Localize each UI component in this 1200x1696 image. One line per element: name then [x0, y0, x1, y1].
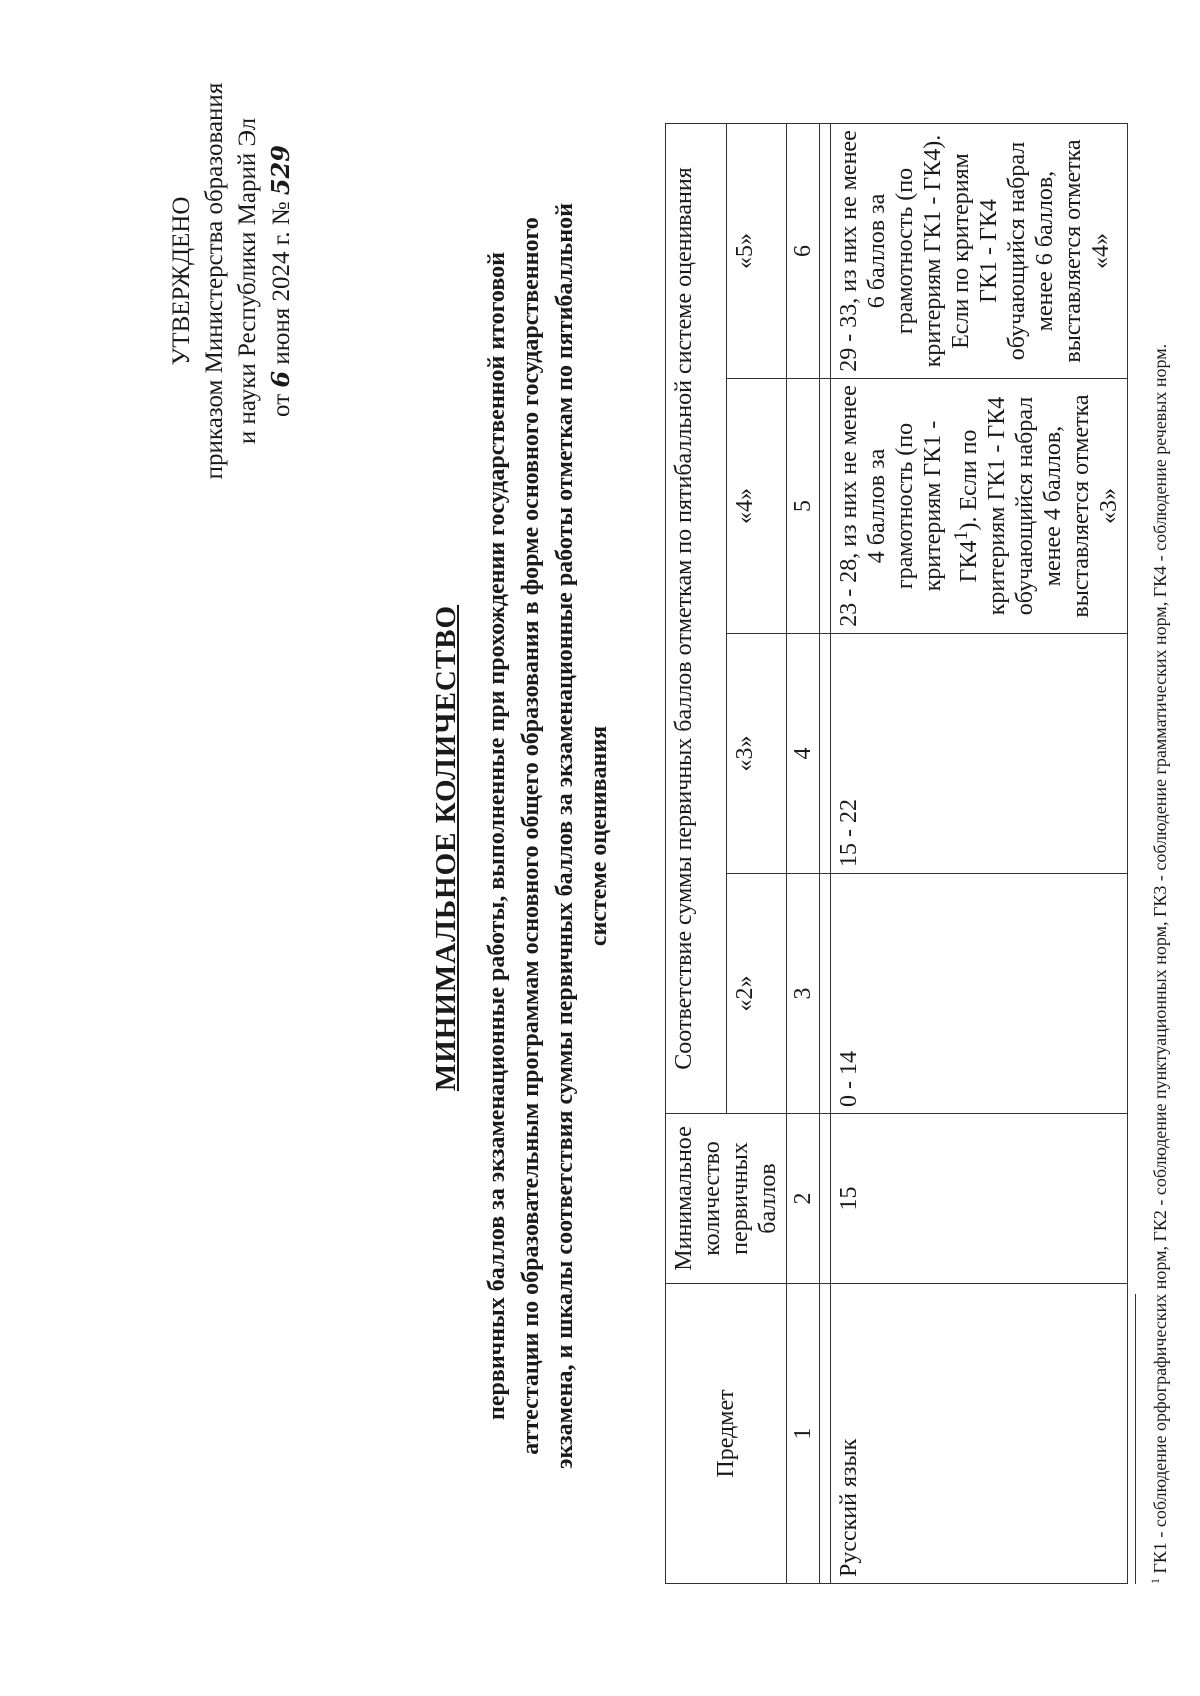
table-header-row [666, 124, 727, 1584]
header-subject: Предмет [666, 1284, 787, 1584]
table-column-numbers-row [787, 124, 820, 1584]
document-subtitle: первичных баллов за экзаменационные работы, выполненные при прохождении государственной итоговой аттестации по образовательным программам основного общего образования в форме основного государственного экзамена, и шкалы соответствия суммы первичных баллов за экзаменационные работы отметкам по пятибалльной системе оценивания [484, 203, 612, 1469]
cell-min-score: 15 [831, 1114, 1128, 1284]
approval-order-number: 529 [266, 145, 295, 196]
column-number: 5 [787, 379, 820, 634]
spacer-cell [820, 1114, 831, 1284]
approval-date-prefix: от [268, 393, 295, 417]
header-min-score: Минимальное количество первичных баллов [666, 1114, 787, 1284]
spacer-cell [820, 1284, 831, 1584]
header-scale: Соответствие суммы первичных баллов отметкам по пятибалльной системе оценивания [666, 124, 727, 1114]
footnote-text: ГК1 - соблюдение орфографических норм, ГК2 - соблюдение пунктуационных норм, ГК3 - соблюдение грамматических норм, ГК4 - соблюдение речевых норм. [1150, 343, 1170, 1574]
cell-grade-4 [831, 379, 1128, 634]
table-row [831, 124, 1128, 1584]
spacer-cell [820, 379, 831, 634]
header-grade-2: «2» [726, 874, 787, 1114]
column-number: 1 [787, 1284, 820, 1584]
document-title: МИНИМАЛЬНОЕ КОЛИЧЕСТВО [430, 604, 462, 1092]
approval-date-day: 6 [266, 370, 295, 388]
approval-date-line [264, 46, 298, 516]
cell-grade-2: 0 - 14 [831, 874, 1128, 1114]
footnote-divider [1135, 1294, 1136, 1584]
header-grade-3: «3» [726, 634, 787, 874]
cell-grade-3: 15 - 22 [831, 634, 1128, 874]
table-spacer-row [820, 124, 831, 1584]
spacer-cell [820, 634, 831, 874]
footnote [1143, 104, 1172, 1584]
header-grade-5: «5» [726, 124, 787, 379]
spacer-cell [820, 124, 831, 379]
cell-grade-5: 29 - 33, из них не менее 6 баллов за грамотность (по критериям ГК1 - ГК4). Если по критериям ГК1 - ГК4 обучающийся набрал менее 6 баллов, выставляется отметка «4» [831, 124, 1128, 379]
cell-subject: Русский язык [831, 1284, 1128, 1584]
column-number: 6 [787, 124, 820, 379]
cell-grade-4-tail: ). Если по критериям ГК1 - ГК4 обучающийся набрал менее 4 баллов, выставляется отметка «3» [956, 394, 1122, 618]
approval-date-rest: июня 2024 г. № [268, 201, 295, 365]
approval-heading: УТВЕРЖДЕНО [168, 196, 195, 366]
footnote-ref: 1 [950, 530, 972, 541]
header-grade-4: «4» [726, 379, 787, 634]
footnote-marker: 1 [1148, 1578, 1162, 1584]
approval-order-line: приказом Министерства образования [201, 82, 228, 480]
column-number: 4 [787, 634, 820, 874]
scores-table [665, 123, 1128, 1584]
cell-grade-4-main: 23 - 28, из них не менее 4 баллов за грамотность (по критериям ГК1 - ГК4 [836, 385, 982, 627]
column-number: 3 [787, 874, 820, 1114]
approval-stamp [165, 46, 298, 516]
column-number: 2 [787, 1114, 820, 1284]
approval-ministry-line: и науки Республики Марий Эл [234, 117, 261, 445]
spacer-cell [820, 874, 831, 1114]
